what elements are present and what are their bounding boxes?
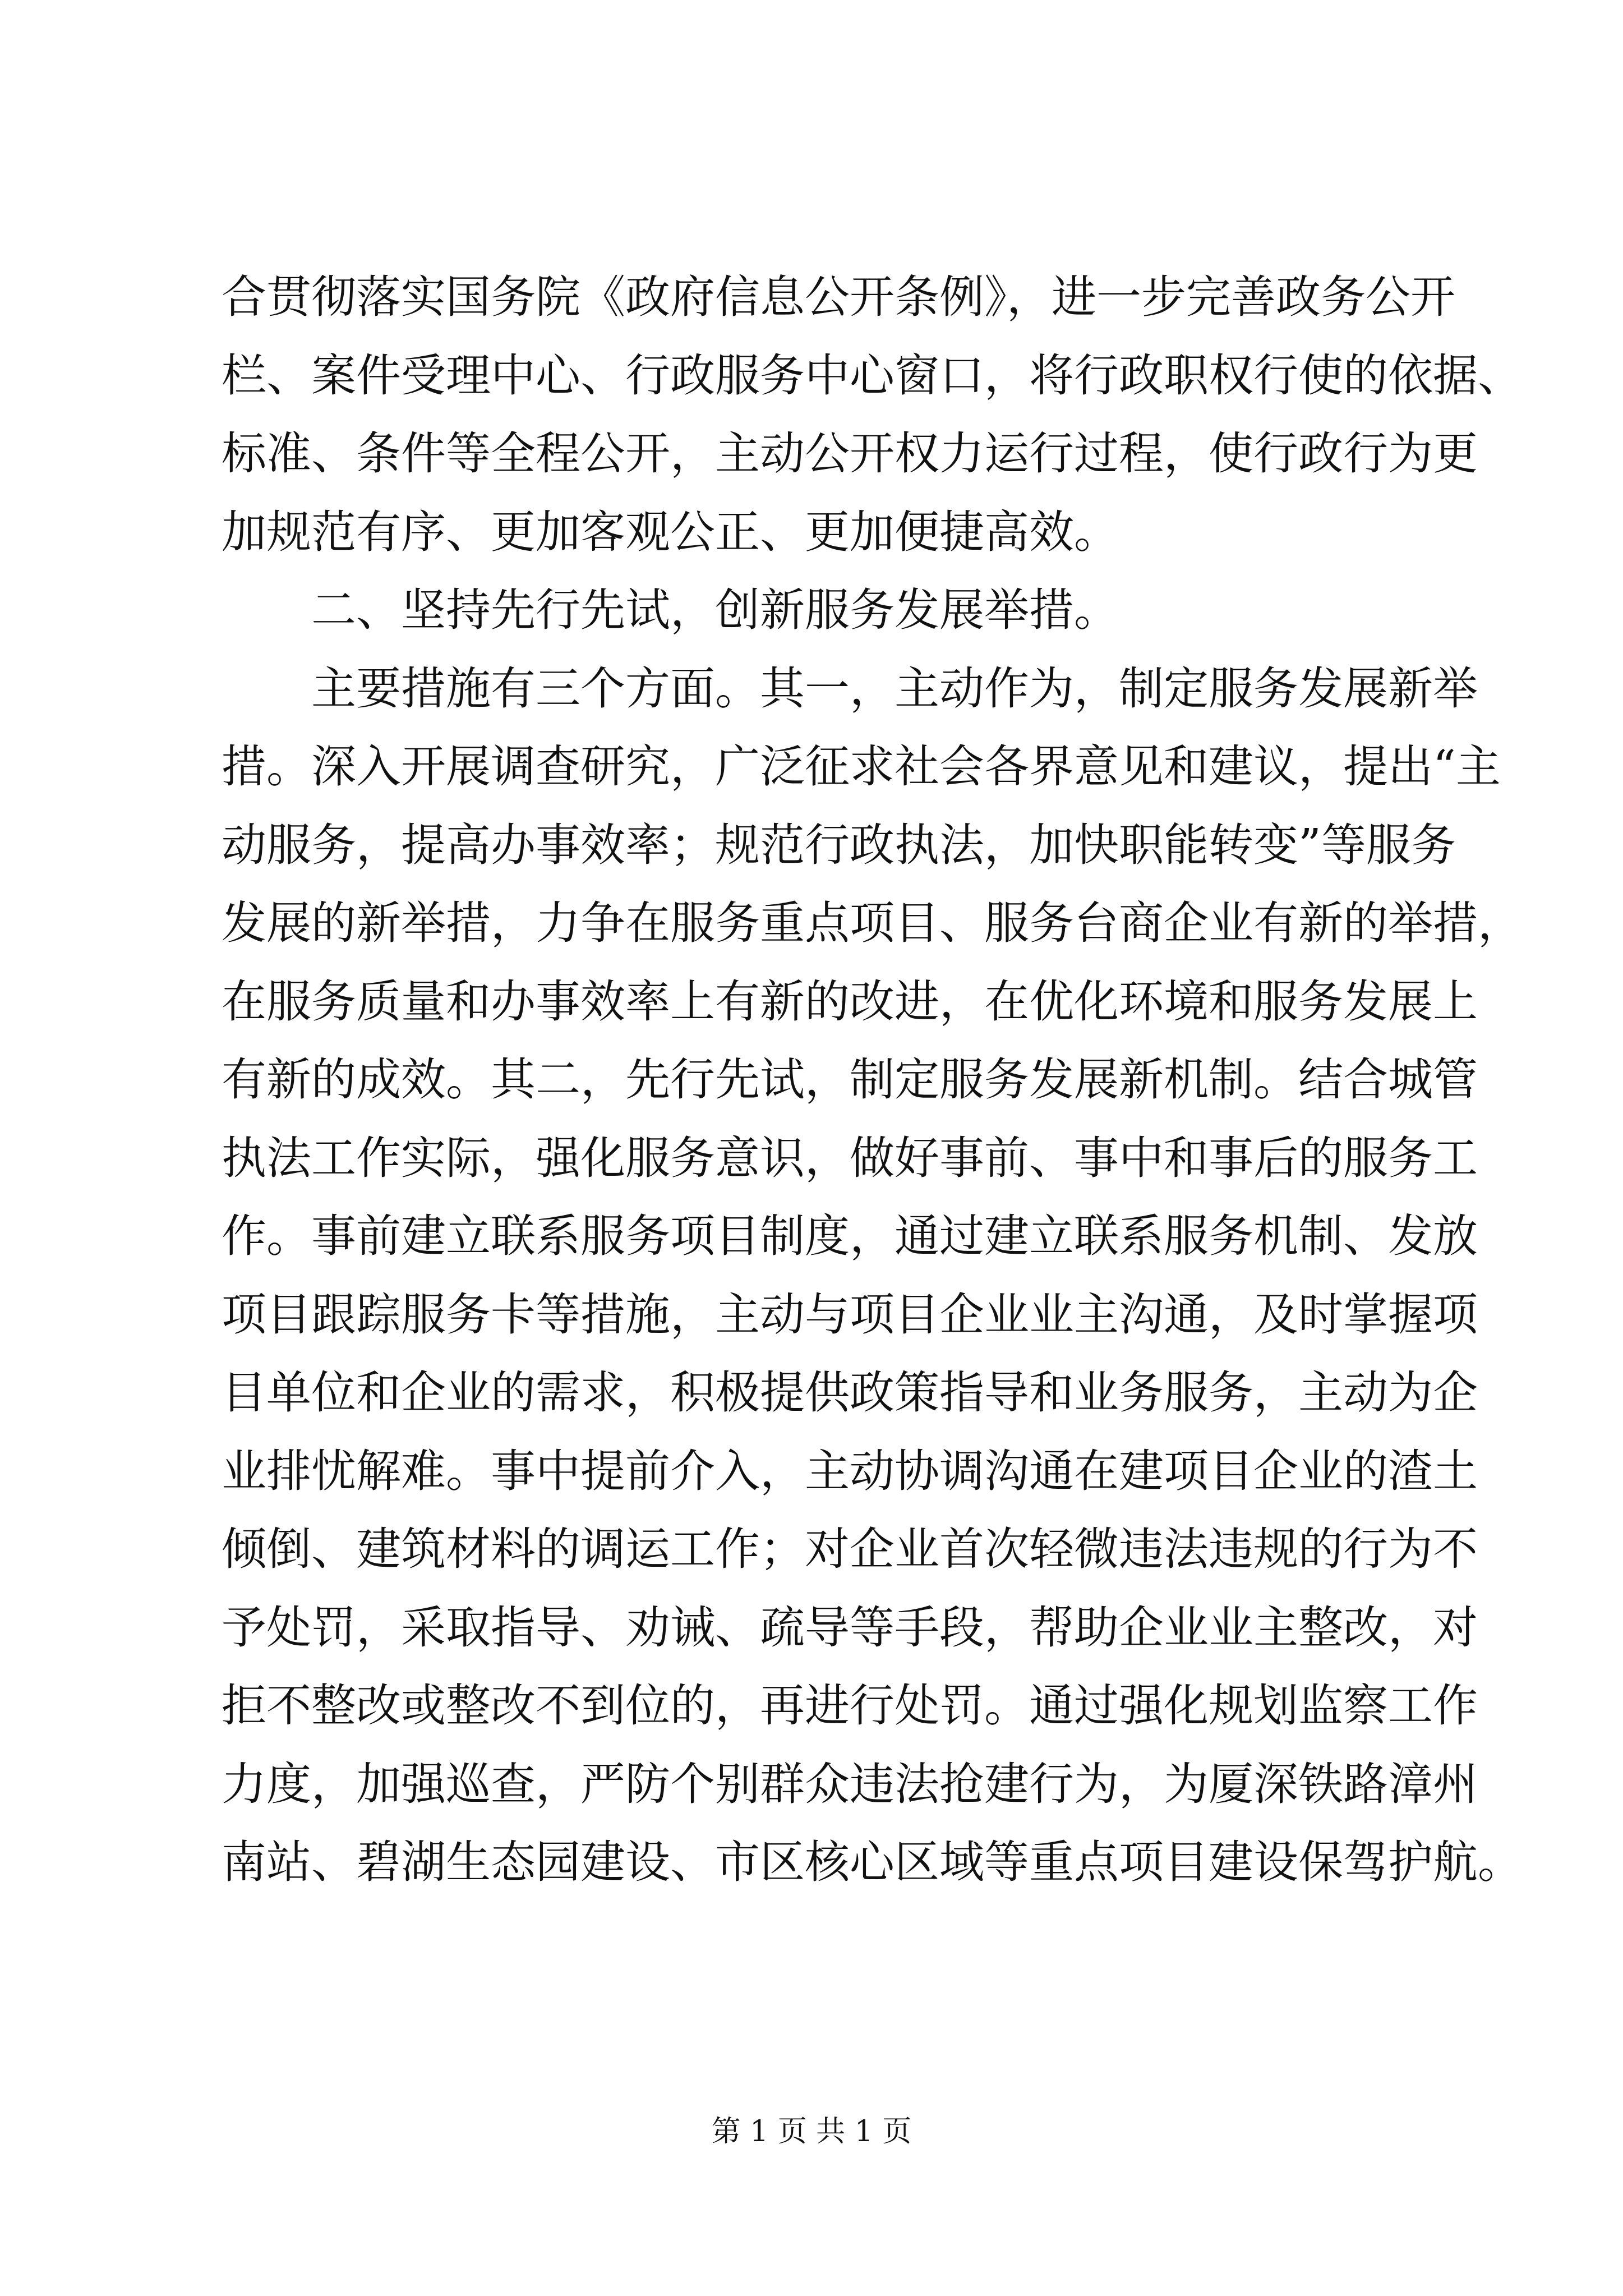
text-line: 加规范有序、更加客观公正、更加便捷高效。 xyxy=(222,505,1119,558)
text-line: 标准、条件等全程公开，主动公开权力运行过程，使行政行为更 xyxy=(222,427,1478,480)
text-line: 业排忧解难。事中提前介入，主动协调沟通在建项目企业的渣土 xyxy=(222,1444,1478,1497)
text-line: 作。事前建立联系服务项目制度，通过建立联系服务机制、发放 xyxy=(222,1210,1478,1262)
text-line: 有新的成效。其二，先行先试，制定服务发展新机制。结合城管 xyxy=(222,1053,1478,1106)
text-line: 项目跟踪服务卡等措施，主动与项目企业业主沟通，及时掌握项 xyxy=(222,1288,1478,1341)
document-body xyxy=(222,258,1523,1902)
paragraph-first-line: 主要措施有三个方面。其一，主动作为，制定服务发展新举 xyxy=(311,662,1478,715)
text-line: 栏、案件受理中心、行政服务中心窗口，将行政职权行使的依据、 xyxy=(222,349,1523,402)
text-line: 措。深入开展调查研究，广泛征求社会各界意见和建议，提出“主 xyxy=(222,740,1501,793)
text-line: 予处罚，采取指导、劝诫、疏导等手段，帮助企业业主整改，对 xyxy=(222,1601,1478,1654)
text-line: 合贯彻落实国务院《政府信息公开条例》，进一步完善政务公开 xyxy=(222,271,1455,323)
section-heading: 二、坚持先行先试，创新服务发展举措。 xyxy=(311,584,1119,636)
page-footer: 第 1 页 共 1 页 xyxy=(711,2115,912,2148)
text-line: 南站、碧湖生态园建设、市区核心区域等重点项目建设保驾护航。 xyxy=(222,1836,1523,1888)
text-line: 动服务，提高办事效率；规范行政执法，加快职能转变”等服务 xyxy=(222,818,1456,871)
text-line: 发展的新举措，力争在服务重点项目、服务台商企业有新的举措， xyxy=(222,897,1523,949)
text-line: 执法工作实际，强化服务意识，做好事前、事中和事后的服务工 xyxy=(222,1131,1478,1184)
text-line: 拒不整改或整改不到位的，再进行处罚。通过强化规划监察工作 xyxy=(222,1680,1478,1732)
text-line: 在服务质量和办事效率上有新的改进，在优化环境和服务发展上 xyxy=(222,975,1478,1028)
text-line: 倾倒、建筑材料的调运工作；对企业首次轻微违法违规的行为不 xyxy=(222,1523,1478,1575)
text-line: 力度，加强巡查，严防个别群众违法抢建行为，为厦深铁路漳州 xyxy=(222,1757,1478,1810)
text-line: 目单位和企业的需求，积极提供政策指导和业务服务，主动为企 xyxy=(222,1366,1478,1419)
